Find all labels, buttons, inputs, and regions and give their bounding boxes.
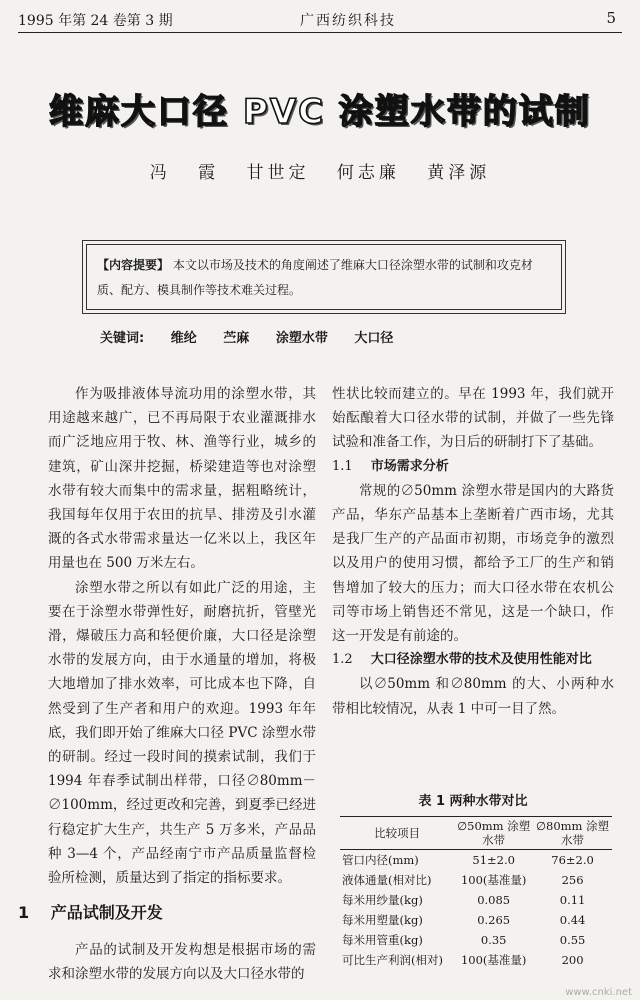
table-row: [340, 850, 612, 871]
abstract-label: 【内容提要】: [97, 258, 170, 272]
table-row-label: 管口内径(mm): [342, 853, 419, 867]
page-number: 5: [606, 9, 616, 27]
table-row: [340, 950, 612, 970]
section-number: 1: [18, 903, 30, 922]
table-cell: 0.35: [480, 933, 507, 947]
table-header-row: [340, 817, 612, 850]
authors: 冯 霞 甘世定 何志廉 黄泽源: [149, 163, 491, 183]
paragraph: 产品的试制及开发构想是根据市场的需求和涂塑水带的发展方向以及大口径水带的: [48, 942, 316, 982]
table-cell: 256: [561, 873, 584, 887]
table-row: [340, 910, 612, 930]
right-column: [332, 382, 614, 721]
table-cell: 76±2.0: [551, 853, 594, 867]
table-body: [340, 850, 612, 971]
table-cell: 0.085: [477, 893, 511, 907]
keyword: 大口径: [354, 331, 394, 346]
section-title: 产品试制及开发: [50, 903, 163, 922]
table-cell: 0.11: [559, 893, 586, 907]
table-row: [340, 890, 612, 910]
table-cell: 100(基准量): [460, 873, 527, 887]
keywords-label: 关键词:: [100, 331, 145, 346]
table-cell: 51±2.0: [472, 853, 515, 867]
table-row: [340, 930, 612, 950]
table-row-label: 可比生产利润(相对): [342, 953, 443, 967]
keyword: 涂塑水带: [275, 331, 328, 346]
table-header: ∅50mm 涂塑水带: [457, 819, 531, 847]
table-cell: 0.55: [559, 933, 586, 947]
keywords: [100, 327, 415, 346]
table-caption: 表 1 两种水带对比: [418, 794, 528, 809]
comparison-table: [340, 816, 612, 970]
table-row-label: 每米用管重(kg): [342, 933, 423, 947]
subsection-heading: [332, 455, 614, 479]
table-cell: 0.44: [559, 913, 586, 927]
table-row-label: 每米用塑量(kg): [342, 913, 423, 927]
left-column-bottom: [48, 938, 316, 986]
table-header: ∅80mm 涂塑水带: [535, 819, 610, 847]
table-header: 比较项目: [374, 826, 421, 840]
watermark: www.cnki.net: [565, 987, 632, 998]
subsection-number: 1.1: [332, 458, 353, 474]
issue-info: 1995 年第 24 卷第 3 期: [18, 13, 173, 29]
running-header: [18, 8, 622, 33]
table-cell: 200: [561, 953, 584, 967]
section-heading: [18, 900, 163, 923]
keyword: 苎麻: [223, 331, 250, 346]
paragraph: 涂塑水带之所以有如此广泛的用途，主要在于涂塑水带弹性好，耐磨抗折，管壁光滑，爆破压力高和轻便价廉，大口径是涂塑水带的发展方向，由于水通量的增加，将极大地增加了排水效率，可比成本也下降，自然受到了生产者和用户的欢迎。1993 年年底，我们即开始了维麻大口径 PVC 涂塑水带的研制。经过一段时间的摸索试制，我们于 1994 年春季试制出样带，口径∅80mm－∅100mm，经过更改和完善，到夏季已经进行稳定扩大生产，共生产 5 万多米，产品品种 3—4 个，产品经南宁市产品质量监督检验所检测，质量达到了指定的指标要求。: [48, 579, 316, 887]
paragraph: 性状比较而建立的。早在 1993 年，我们就开始酝酿着大口径水带的试制，并做了一些先锋试验和准备工作，为日后的研制打下了基础。: [332, 386, 614, 451]
subsection-title: 市场需求分析: [370, 458, 449, 474]
article-title: 维麻大口径 PVC 涂塑水带的试制: [49, 92, 591, 132]
table-row-label: 每米用纱量(kg): [342, 893, 423, 907]
left-column: [48, 382, 316, 890]
paragraph: 作为吸排液体导流功用的涂塑水带，其用途越来越广，已不再局限于农业灌溉排水而广泛地应用于牧、林、渔等行业，城乡的建筑，矿山深井挖掘，桥梁建造等也对涂塑水带有较大而集中的需求量，据粗略统计，我国每年仅用于农田的抗旱、排涝及引水灌溉的各式水带需求量达一亿米以上，我区年用量也在 500 万米左右。: [48, 386, 316, 572]
table-row: [340, 870, 612, 890]
abstract-text: 本文以市场及技术的角度阐述了维麻大口径涂塑水带的试制和攻克材质、配方、模具制作等技术难关过程。: [97, 258, 533, 297]
subsection-number: 1.2: [332, 652, 353, 668]
journal-name: 广西纺织科技: [300, 13, 396, 29]
table-cell: 0.265: [477, 913, 511, 927]
table-cell: 100(基准量): [460, 953, 527, 967]
table-row-label: 液体通量(相对比): [342, 873, 432, 887]
abstract-box: [86, 244, 562, 310]
subsection-title: 大口径涂塑水带的技术及使用性能对比: [370, 652, 592, 668]
paragraph: 常规的∅50mm 涂塑水带是国内的大路货产品，华东产品基本上垄断着广西市场，尤其是我厂生产的产品面市初期，市场竞争的激烈以及用户的使用习惯，都给予工厂的生产和销售增加了较大的压力；而大口径水带在农机公司等市场上销售还不常见，这是一个缺口，作这一开发是有前途的。: [332, 482, 614, 645]
paragraph: 以∅50mm 和∅80mm 的大、小两种水带相比较情况，从表 1 中可一目了然。: [332, 676, 614, 717]
keyword: 维纶: [170, 331, 197, 346]
subsection-heading: [332, 648, 614, 672]
